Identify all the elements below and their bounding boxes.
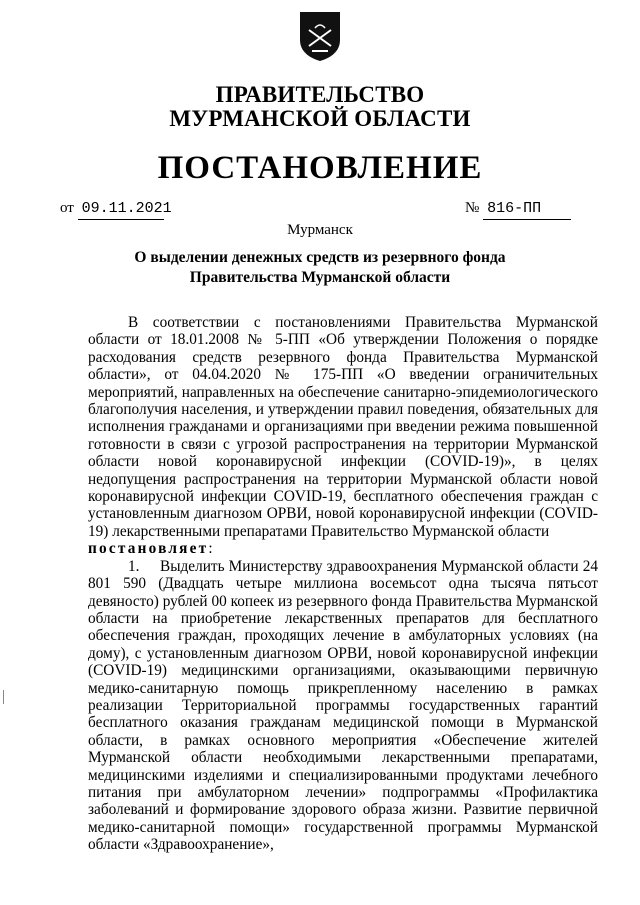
city-label: Мурманск	[287, 222, 353, 238]
date-field	[60, 198, 172, 220]
date-prefix: от	[60, 200, 74, 216]
item-1-text: Выделить Министерству здравоохранения Мурманской области 24 801 590 (Двадцать четыре миллиона восемьсот одна тысяча пятьсот девяносто) рублей 00 копеек из резервного фонда Правительства Мурманской области на приобретение лекарственных препаратов для бесплатного обеспечения граждан, проходящих лечение в амбулаторных условиях (на дому), с установленным диагнозом ОРВИ, новой коронавирусной инфекции (COVID-19) медицинскими организациями, оказывающими первичную медико-санитарную помощь прикрепленному населению в рамках реализации Территориальной программы государственных гарантий бесплатного оказания гражданам медицинской помощи в Мурманской области, в рамках основного мероприятия «Обеспечение жителей Мурманской области необходимыми лекарственными препаратами, медицинскими изделиями и специализированными продуктами лечебного питания при амбулаторном лечении» подпрограммы «Профилактика заболеваний и формирование здорового образа жизни. Развитие первичной медико-санитарной помощи» государственной программы Мурманской области «Здравоохранение»,	[88, 557, 599, 854]
decree-word: постановляет	[88, 540, 209, 558]
document-body	[88, 314, 598, 854]
date-value: 09.11.2021	[78, 199, 164, 220]
number-value: 816-ПП	[483, 199, 571, 220]
document-subject	[0, 248, 640, 288]
document-type-title: ПОСТАНОВЛЕНИЕ	[157, 150, 483, 186]
decree-word-line	[88, 540, 598, 557]
subject-line1: О выделении денежных средств из резервного фонда	[134, 249, 506, 266]
coat-of-arms-icon	[297, 10, 343, 62]
subject-line2: Правительства Мурманской области	[189, 269, 451, 286]
item-1-paragraph	[88, 558, 598, 854]
number-field	[465, 198, 571, 220]
preamble-paragraph: В соответствии с постановлениями Правительства Мурманской области от 18.01.2008 № 5-ПП «Об утверждении Положения о порядке расходования средств резервного фонда Правительства Мурманской области», от 04.04.2020 № 175-ПП «О введении ограничительных мероприятий, направленных на обеспечение санитарно-эпидемиологического благополучия населения, и утверждении правил поведения, обязательных для исполнения гражданами и организациями при введении режима повышенной готовности в связи с угрозой распространения на территории Мурманской области новой коронавирусной инфекции (COVID-19)», в целях недопущения распространения на территории Мурманской области новой коронавирусной инфекции COVID-19, бесплатного обеспечения граждан с установленным диагнозом ОРВИ, новой коронавирусной инфекции (COVID-19) лекарственными препаратами Правительство Мурманской области	[88, 314, 598, 540]
margin-scan-mark	[3, 690, 4, 704]
item-1-number: 1.	[128, 557, 140, 575]
decree-colon: :	[208, 540, 213, 558]
number-prefix: №	[465, 200, 480, 216]
government-name-line2: МУРМАНСКОЙ ОБЛАСТИ	[169, 106, 471, 131]
government-name-line1: ПРАВИТЕЛЬСТВО	[215, 82, 425, 107]
